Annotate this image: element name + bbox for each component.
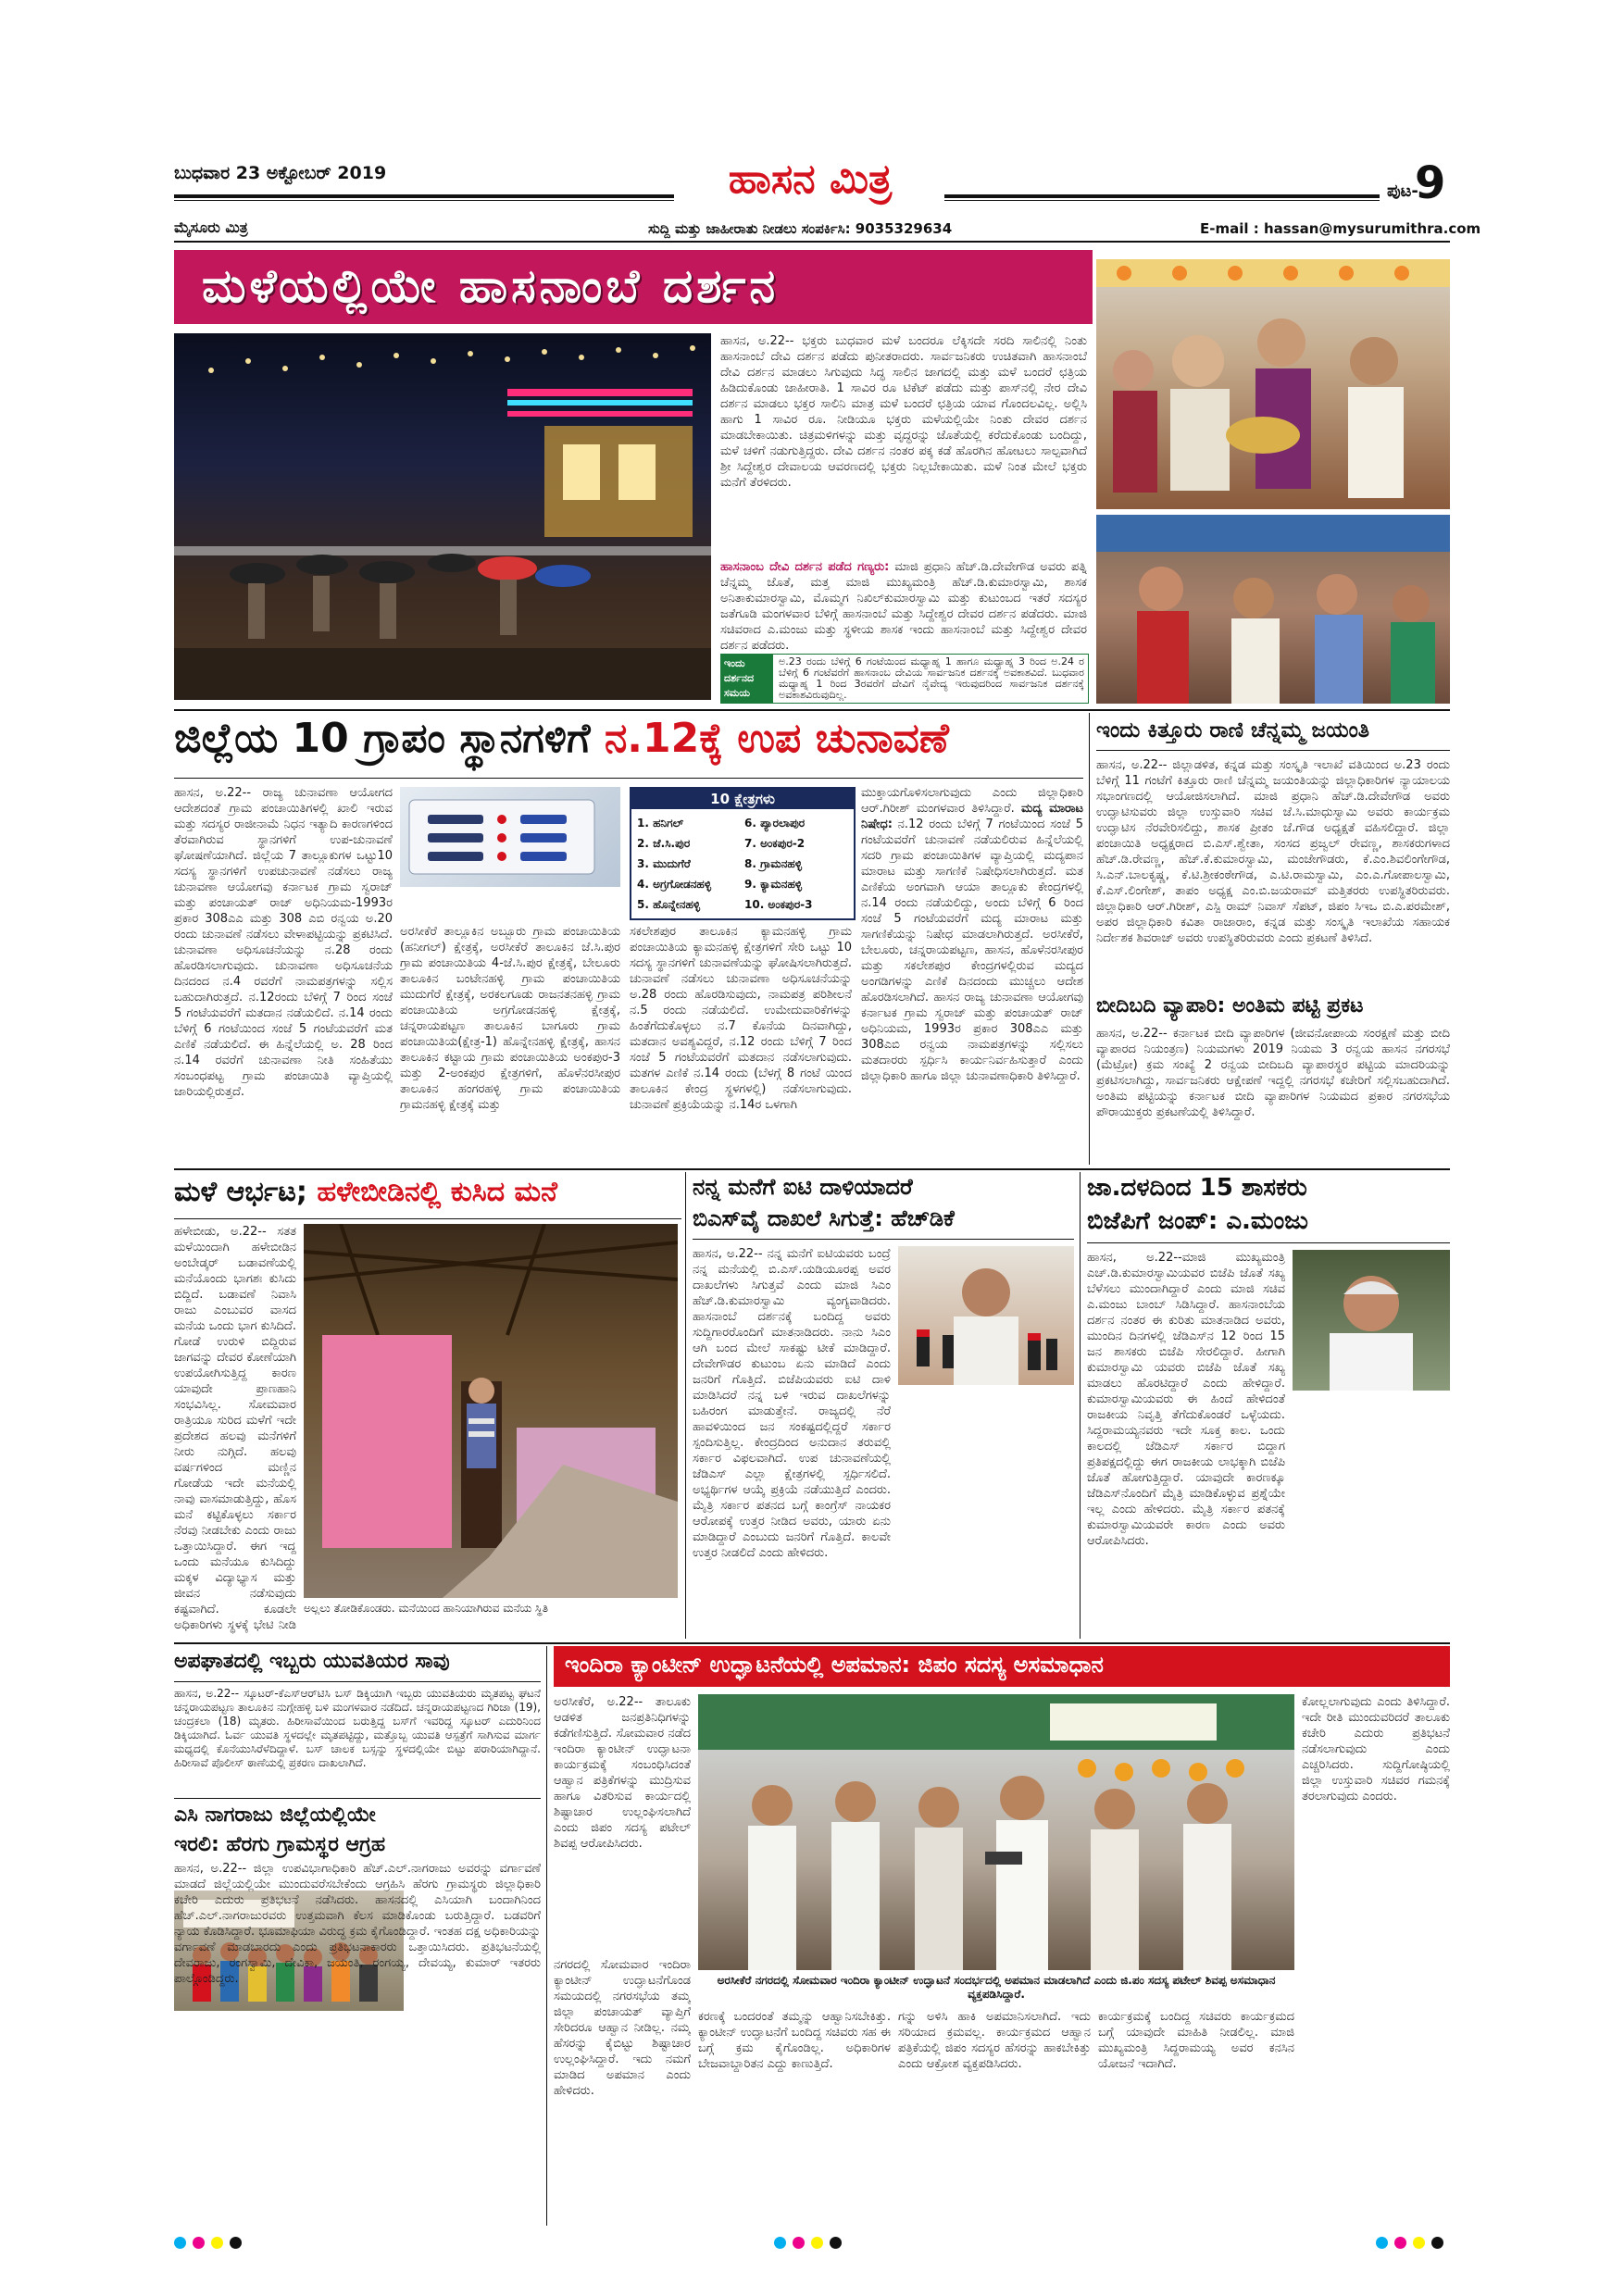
manju-headline-line-1: ಜಾ.ದಳದಿಂದ 15 ಶಾಸಕರು <box>1087 1174 1307 1202</box>
manju-photo <box>1293 1250 1450 1391</box>
canteen-photo <box>698 1694 1294 1970</box>
constituency-list-right <box>744 813 850 915</box>
hdk-headline-line-1: ನನ್ನ ಮನೆಗೆ ಐಟಿ ದಾಳಿಯಾದರೆ <box>693 1174 913 1200</box>
rain-body: ಹಳೇಬೀಡು, ಅ.22-- ಸತತ ಮಳೆಯಿಂದಾಗಿ ಹಳೇಬೀಡಿನ ಅಂಬೇಡ್ಕರ್ ಬಡಾವಣೆಯಲ್ಲಿ ಮನೆಯೊಂದು ಭಾಗಶಃ ಕುಸಿದು ಬಿದ್ದಿದೆ. ಬಡಾವಣೆ ನಿವಾಸಿ ರಾಜು ಎಂಬುವರ ವಾಸದ ಮನೆಯ ಒಂದು ಭಾಗ ಕುಸಿದಿದೆ. ಗೋಡೆ ಉರುಳಿ ಬಿದ್ದಿರುವ ಜಾಗವನ್ನು ದೇವರ ಕೋಣೆಯಾಗಿ ಉಪಯೋಗಿಸುತ್ತಿದ್ದ ಕಾರಣ ಯಾವುದೇ ಪ್ರಾಣಹಾನಿ ಸಂಭವಿಸಿಲ್ಲ. ಸೋಮವಾರ ರಾತ್ರಿಯೂ ಸುರಿದ ಮಳೆಗೆ ಇದೇ ಪ್ರದೇಶದ ಹಲವು ಮನೆಗಳಿಗೆ ನೀರು ನುಗ್ಗಿದೆ. ಹಲವು ವರ್ಷಗಳಿಂದ ಮಣ್ಣಿನ ಗೋಡೆಯ ಇದೇ ಮನೆಯಲ್ಲಿ ನಾವು ವಾಸಮಾಡುತ್ತಿದ್ದು, ಹೊಸ ಮನೆ ಕಟ್ಟಿಕೊಳ್ಳಲು ಸರ್ಕಾರ ನೆರವು ನೀಡಬೇಕು ಎಂದು ರಾಜು ಒತ್ತಾಯಿಸಿದ್ದಾರೆ. ಈಗ ಇದ್ದ ಒಂದು ಮನೆಯೂ ಕುಸಿದಿದ್ದು ಮಕ್ಕಳ ವಿದ್ಯಾಭ್ಯಾಸ ಮತ್ತು ಜೀವನ ನಡೆಸುವುದು ಕಷ್ಟವಾಗಿದೆ. ಕೂಡಲೇ ಅಧಿಕಾರಿಗಳು ಸ್ಥಳಕ್ಕೆ ಭೇಟಿ ನೀಡಿ <box>174 1225 296 1632</box>
registration-marks-right <box>1376 2237 1450 2252</box>
hdk-headline-line-2: ಬಿಎಸ್‌ವೈ ದಾಖಲೆ ಸಿಗುತ್ತೆ: ಹೆಚ್‌ಡಿಕೆ <box>693 1205 955 1231</box>
canteen-col-2: ನಗರದಲ್ಲಿ ಸೋಮವಾರ ಇಂದಿರಾ ಕ್ಯಾಂಟೀನ್ ಉದ್ಘಾಟನೆಗೊಂಡ ಸಮಯದಲ್ಲಿ ನಗರಸಭೆಯ ತಮ್ಮ ಜಿಲ್ಲಾ ಪಂಚಾಯತ್ ವ್ಯಾಪ್ತಿಗೆ ಸೇರಿದರೂ ಆಹ್ವಾನ ನೀಡಿಲ್ಲ. ನಮ್ಮ ಹೆಸರನ್ನು ಕೈಬಿಟ್ಟು ಶಿಷ್ಟಾಚಾರ ಉಲ್ಲಂಘಿಸಿದ್ದಾರೆ. ಇದು ನಮಗೆ ಮಾಡಿದ ಅಪಮಾನ ಎಂದು ಹೇಳಿದರು. <box>554 1958 691 2098</box>
collapsed-house-graphic <box>304 1224 678 1598</box>
darshan-timing-box <box>720 654 1089 704</box>
contact-line: ಸುದ್ದಿ ಮತ್ತು ಜಾಹೀರಾತು ನೀಡಲು ಸಂಪರ್ಕಿಸಿ: 9035329634 <box>648 220 953 237</box>
canteen-col-6: ಕೋಲ್ಲಲಾಗುವುದು ಎಂದು ತಿಳಿಸಿದ್ದಾರೆ. ಇದೇ ರೀತಿ ಮುಂದುವರಿದರೆ ತಾಲೂಕು ಕಚೇರಿ ಎದುರು ಪ್ರತಿಭಟನೆ ನಡೆಸಲಾಗುವುದು ಎಂದು ಎಚ್ಚರಿಸಿದರು. ಸುದ್ದಿಗೋಷ್ಠಿಯಲ್ಲಿ ಜಿಲ್ಲಾ ಉಸ್ತುವಾರಿ ಸಚಿವರ ಗಮನಕ್ಕೆ ತರಲಾಗುವುದು ಎಂದರು. <box>1302 1695 1450 1803</box>
timing-box-text: ಅ.23 ರಂದು ಬೆಳಿಗ್ಗೆ 6 ಗಂಟೆಯಿಂದ ಮಧ್ಯಾಹ್ನ 1 ಹಾಗೂ ಮಧ್ಯಾಹ್ನ 3 ರಿಂದ ಅ.24 ರ ಬೆಳಿಗ್ಗೆ 6 ಗಂಟೆವರೆಗೆ ಹಾಸನಾಂಬ ದೇವಿಯ ಸಾರ್ವಜನಿಕ ದರ್ಶನಕ್ಕೆ ಅವಕಾಶವಿದೆ. ಬುಧವಾರ ಮಧ್ಯಾಹ್ನ 1 ರಿಂದ 3ರವರೆಗೆ ದೇವಿಗೆ ನೈವೇದ್ಯ ಇರುವುದರಿಂದ ಸಾರ್ವಜನಿಕ ದರ್ಶನಕ್ಕೆ ಅವಕಾಶವಿರುವುದಿಲ್ಲ. <box>779 656 1084 701</box>
edition-label: ಮೈಸೂರು ಮಿತ್ರ <box>174 218 248 236</box>
rain-headline-black: ಮಳೆ ಆರ್ಭಟ; <box>174 1176 307 1208</box>
vendors-headline: ಬೀದಿಬದಿ ವ್ಯಾಪಾರಿ: ಅಂತಿಮ ಪಟ್ಟಿ ಪ್ರಕಟ <box>1096 994 1364 1017</box>
masthead <box>0 0 1624 241</box>
kittur-body: ಹಾಸನ, ಅ.22-- ಜಿಲ್ಲಾಡಳಿತ, ಕನ್ನಡ ಮತ್ತು ಸಂಸ್ಕೃತಿ ಇಲಾಖೆ ವತಿಯಿಂದ ಅ.23 ರಂದು ಬೆಳಿಗ್ಗೆ 11 ಗಂಟೆಗೆ ಕಿತ್ತೂರು ರಾಣಿ ಚೆನ್ನಮ್ಮ ಜಯಂತಿಯನ್ನು ಜಿಲ್ಲಾಧಿಕಾರಿಗಳ ನ್ಯಾಯಾಲಯ ಸಭಾಂಗಣದಲ್ಲಿ ಆಯೋಜಿಸಲಾಗಿದೆ. ಮಾಜಿ ಪ್ರಧಾನಿ ಹೆಚ್.ಡಿ.ದೇವೇಗೌಡ ಅವರು ಉದ್ಘಾಟಿಸುವರು ಜಿಲ್ಲಾ ಉಸ್ತುವಾರಿ ಸಚಿವ ಜೆ.ಸಿ.ಮಾಧುಸ್ವಾಮಿ ಅವರು ಕಾರ್ಯಕ್ರಮ ಉದ್ಘಾಟಿಸ ನೆರವೇರಿಸಲಿದ್ದು, ಶಾಸಕ ಪ್ರೀತಂ ಜೆ.ಗೌಡ ಅಧ್ಯಕ್ಷತೆ ವಹಿಸಲಿದ್ದಾರೆ. ಜಿಲ್ಲಾ ಪಂಚಾಯಿತಿ ಅಧ್ಯಕ್ಷರಾದ ಬಿ.ಎಸ್.ಶ್ವೇತಾ, ಸಂಸದ ಪ್ರಜ್ವಲ್ ರೇವಣ್ಣ, ಶಾಸಕರುಗಳಾದ ಹೆಚ್.ಡಿ.ರೇವಣ್ಣ, ಹೆಚ್.ಕೆ.ಕುಮಾರಸ್ವಾಮಿ, ಮಂಜೇಗೌಡರು, ಕೆ.ಎಂ.ಶಿವಲಿಂಗೇಗೌಡ, ಸಿ.ಎನ್.ಬಾಲಕೃಷ್ಣ, ಕೆ.ಟಿ.ಶ್ರೀಕಂಠೇಗೌಡ, ಎ.ಟಿ.ರಾಮಸ್ವಾಮಿ, ಎಂ.ಎ.ಗೋಪಾಲಸ್ವಾಮಿ, ಕೆ.ಎಸ್.ಲಿಂಗೇಶ್, ತಾಪಂ ಅಧ್ಯಕ್ಷ ಎಂ.ಬಿ.ಜಯರಾಮ್ ಮತ್ತಿತರರು ಉಪಸ್ಥಿತರಿರುವರು. ಜಿಲ್ಲಾಧಿಕಾರಿ ಆರ್.ಗಿರೀಶ್, ಎಸ್ಪಿ ರಾಮ್ ನಿವಾಸ್ ಸೆಪಟ್, ಜಿಪಂ ಸಿಇಒ ಬಿ.ಎ.ಪರಮೇಶ್, ಅಪರ ಜಿಲ್ಲಾಧಿಕಾರಿ ಕವಿತಾ ರಾಜಾರಾಂ, ಕನ್ನಡ ಮತ್ತು ಸಂಸ್ಕೃತಿ ಇಲಾಖೆಯ ಸಹಾಯಕ ನಿರ್ದೇಶಕ ಶಿವರಾಜ್ ಅವರು ಉಪಸ್ಥಿತರಿರುವರು ಎಂದು ಪ್ರಕಟಣೆ ತಿಳಿಸಿದೆ. <box>1096 758 1450 945</box>
constituency-item: 5. ಹೊನ್ನೇನಹಳ್ಳಿ <box>637 898 701 911</box>
collapsed-house-photo <box>304 1224 678 1598</box>
canteen-headline-banner <box>554 1646 1450 1687</box>
election-col-4-intro: ಮುಕ್ತಾಯಗೊಳಿಸಲಾಗುವುದು ಎಂದು ಜಿಲ್ಲಾಧಿಕಾರಿ ಆರ್.ಗಿರೀಶ್ ಮಂಗಳವಾರ ತಿಳಿಸಿದ್ದಾರೆ. <box>861 786 1083 816</box>
temple-illumination-graphic <box>174 333 711 700</box>
canteen-story <box>554 1646 1450 2226</box>
dignitaries-graphic <box>1096 259 1450 509</box>
election-col-4-rest: ನ.12 ರಂದು ಬೆಳಿಗ್ಗೆ 7 ಗಂಟೆಯಿಂದ ಸಂಜೆ 5 ಗಂಟೆಯವರೆಗೆ ಚುನಾವಣೆ ನಡೆಯಲಿರುವ ಹಿನ್ನೆಲೆಯಲ್ಲಿ ಸದರಿ ಗ್ರಾಮ ಪಂಚಾಯಿತಿಗಳ ವ್ಯಾಪ್ತಿಯಲ್ಲಿ ಮದ್ಯಪಾನ ಮಾರಾಟ ಮತ್ತು ಸಾಗಣಿಕೆ ನಿಷೇಧಿಸಲಾಗಿರುತ್ತದೆ. ಮತ ಎಣಿಕೆಯ ಅಂಗವಾಗಿ ಆಯಾ ತಾಲ್ಲೂಕು ಕೇಂದ್ರಗಳಲ್ಲಿ ನ.14 ರಂದು ನಡೆಯಲಿದ್ದು, ಅಂದು ಬೆಳಿಗ್ಗೆ 6 ರಿಂದ ಸಂಜೆ 5 ಗಂಟೆಯವರೆಗೆ ಮದ್ಯ ಮಾರಾಟ ಮತ್ತು ಸಾಗಣಿಕೆಯನ್ನು ನಿಷೇಧ ಮಾಡಲಾಗಿರುತ್ತದೆ. ಅರಸೀಕೆರೆ, ಬೇಲೂರು, ಚನ್ನರಾಯಪಟ್ಟಣ, ಹಾಸನ, ಹೊಳೆನರಸೀಪುರ ಮತ್ತು ಸಕಲೇಶಪುರ ಕೇಂದ್ರಗಳಲ್ಲಿರುವ ಮದ್ಯದ ಅಂಗಡಿಗಳನ್ನು ಎಣಿಕೆ ದಿನದಂದು ಮುಚ್ಚಲು ಆದೇಶ ಹೊರಡಿಸಲಾಗಿದೆ. ಹಾಸನ ರಾಜ್ಯ ಚುನಾವಣಾ ಆಯೋಗವು ಕರ್ನಾಟಕ ಗ್ರಾಮ ಸ್ವರಾಜ್ ಮತ್ತು ಪಂಚಾಯತ್ ರಾಜ್ ಅಧಿನಿಯಮ, 1993ರ ಪ್ರಕಾರ 308ಎಎ ಮತ್ತು 308ಎಬಿ ರನ್ವಯ ನಾಮಪತ್ರಗಳನ್ನು ಸಲ್ಲಿಸಲು ಮತದಾರರು ಸ್ಪರ್ಧಿಸಿ ಕಾರ್ಯನಿರ್ವಹಿಸುತ್ತಾರೆ ಎಂದು ಜಿಲ್ಲಾಧಿಕಾರಿ ಹಾಗೂ ಜಿಲ್ಲಾ ಚುನಾವಣಾಧಿಕಾರಿ ತಿಳಿಸಿದ್ದಾರೆ. <box>861 817 1083 1083</box>
election-headline-red: ನ.12ಕ್ಕೆ ಉಪ ಚುನಾವಣೆ <box>604 715 949 762</box>
timing-box-label: ಇಂದು ದರ್ಶನದ ಸಮಯ <box>721 655 773 703</box>
lead-body: ಹಾಸನ, ಅ.22-- ಭಕ್ತರು ಬುಧವಾರ ಮಳೆ ಬಂದರೂ ಲೆಕ್ಕಿಸದೇ ಸರದಿ ಸಾಲಿನಲ್ಲಿ ನಿಂತು ಹಾಸನಾಂಬೆ ದೇವಿ ದರ್ಶನ ಪಡೆದು ಪುನೀತರಾದರು. ಸಾರ್ವಜನಿಕರು ಉಚಿತವಾಗಿ ಹಾಸನಾಂಬೆ ದೇವಿ ದರ್ಶನ ಮಾಡಲು ಸಿಗುವುದು ಸಿದ್ಧ ಸಾಲಿನ ಜಾಗದಲ್ಲಿ ಮತ್ತು ಮಳೆ ಬಂದರೆ ಛತ್ರಿಯ ಹಿಡಿದುಕೊಂಡು ಜಾಹೀರಾತಿ. 1 ಸಾವಿರ ರೂ ಟಿಕೆಟ್ ಪಡೆದು ಮತ್ತು ಪಾಸ್‌ನಲ್ಲಿ ನೇರ ದೇವಿ ದರ್ಶನ ಮಾಡಲು ಭಕ್ತರ ಸಾಲಿನಿ ಮಾತ್ರ ಮಳೆ ಬಂದರೆ ಛತ್ರಿಯ ಯಾವ ಗೊಂದಲವಿಲ್ಲ. ಅಲ್ಲಿಸಿ ಹಾಗು 1 ಸಾವಿರ ರೂ. ನೀಡಿಯೂ ಭಕ್ತರು ಮಳೆಯಲ್ಲಿಯೇ ನಿಂತು ದೇವರ ದರ್ಶನ ಮಾಡಬೇಕಾಯಿತು. ಚಿತ್ರಮಳಿಗಳನ್ನು ಮತ್ತು ವೃದ್ಧರನ್ನು ಜೊತೆಯಲ್ಲಿ ಕರೆದುಕೊಂಡು ಬಂದಿದ್ದು, ಮಳೆ ಚಳಿಗೆ ನಡುಗುತ್ತಿದ್ದರು. ದೇವಿ ದರ್ಶನ ನಂತರ ಪಕ್ಕ ಕಡೆ ಹೊರಗಿನ ಹೋಟಲು ಸಾಲ್ಪವಾಗಿದೆ ಶ್ರೀ ಸಿದ್ದೇಶ್ವರ ದೇವಾಲಯ ಆವರಣದಲ್ಲಿ ಭಕ್ತರು ನಿಲ್ಲಬೇಕಾಯಿತು. ಮಳೆ ನಿಂತ ಮೇಲೆ ಭಕ್ತರು ಮನೆಗೆ ತೆರಳಿದರು. <box>720 334 1087 490</box>
lead-headline-banner <box>174 250 1093 324</box>
temple-visitors-graphic <box>1096 515 1450 704</box>
lead-sub-body <box>720 559 1087 652</box>
manju-portrait-graphic <box>1293 1250 1450 1391</box>
election-headline <box>174 715 949 762</box>
constituency-list-left <box>637 813 739 915</box>
rain-headline-red: ಹಳೇಬೀಡಿನಲ್ಲಿ ಕುಸಿದ ಮನೆ <box>317 1176 557 1208</box>
page-label: ಪುಟ- <box>1387 181 1418 201</box>
rain-story <box>174 1172 681 1639</box>
constituency-item: 8. ಗ್ರಾಮನಹಳ್ಳಿ <box>744 857 803 870</box>
constituency-item: 3. ಮುದುಗೆರೆ <box>637 857 691 870</box>
nagaraju-body: ಹಾಸನ, ಅ.22-- ಜಿಲ್ಲಾ ಉಪವಿಭಾಗಾಧಿಕಾರಿ ಹೆಚ್.ಎಲ್.ನಾಗರಾಜು ಅವರನ್ನು ವರ್ಗಾವಣೆ ಮಾಡದೆ ಜಿಲ್ಲೆಯಲ್ಲಿಯೇ ಮುಂದುವರೆಸಬೇಕೆಂದು ಆಗ್ರಹಿಸಿ ಹೆರಗು ಗ್ರಾಮಸ್ಥರು ಜಿಲ್ಲಾಧಿಕಾರಿ ಕಚೇರಿ ಎದುರು ಪ್ರತಿಭಟನೆ ನಡೆಸಿದರು. ಹಾಸನದಲ್ಲಿ ಎಸಿಯಾಗಿ ಬಂದಾಗಿನಿಂದ ಹೆಚ್.ಎಲ್.ನಾಗರಾಜುರವರು ಉತ್ತಮವಾಗಿ ಕೆಲಸ ಮಾಡಿಕೊಂಡು ಬರುತ್ತಿದ್ದಾರೆ. ಬಡವರಿಗೆ ನ್ಯಾಯ ಕೊಡಿಸಿದ್ದಾರೆ. ಭೂಮಾಫಿಯಾ ವಿರುದ್ಧ ಕ್ರಮ ಕೈಗೊಂಡಿದ್ದಾರೆ. ಇಂತಹ ದಕ್ಷ ಅಧಿಕಾರಿಯನ್ನು ವರ್ಗಾವಣೆ ಮಾಡಬಾರದು ಎಂದು ಪ್ರತಿಭಟನಾಕಾರರು ಒತ್ತಾಯಿಸಿದರು. ಪ್ರತಿಭಟನೆಯಲ್ಲಿ ದೇವರಾಜು, ರಂಗಸ್ವಾಮಿ, ದೇವಿಕಾ, ಜಯಂತಿ, ರಂಗಯ್ಯ, ದೇವಯ್ಯ, ಕುಮಾರ್ ಇತರರು ಪಾಲ್ಗೊಂಡಿದ್ದರು. <box>174 1862 541 1986</box>
evm-graphic <box>400 787 620 887</box>
registration-marks-left <box>174 2237 248 2252</box>
election-col-2: ಅರಸೀಕೆರೆ ತಾಲ್ಲೂಕಿನ ಅಬ್ಬೂರು ಗ್ರಾಮ ಪಂಚಾಯಿತಿಯ (ಹನೀಗಲ್) ಕ್ಷೇತ್ರಕ್ಕೆ, ಅರಸೀಕೆರೆ ತಾಲೂಕಿನ ಜೆ.ಸಿ.ಪುರ ಗ್ರಾಮ ಪಂಚಾಯಿತಿಯ 4-ಜೆ.ಸಿ.ಪುರ ಕ್ಷೇತ್ರಕ್ಕೆ, ಬೇಲೂರು ತಾಲೂಕಿನ ಬಂಟೇನಹಳ್ಳಿ ಗ್ರಾಮ ಪಂಚಾಯಿತಿಯ ಮುದುಗೆರೆ ಕ್ಷೇತ್ರಕ್ಕೆ, ಅರಕಲಗೂಡು ರಾಜನತನಹಳ್ಳಿ ಗ್ರಾಮ ಪಂಚಾಯಿತಿಯ ಅಗ್ರಗೋಡನಹಳ್ಳಿ ಕ್ಷೇತ್ರಕ್ಕೆ, ಚನ್ನರಾಯಪಟ್ಟಣ ತಾಲೂಕಿನ ಬಾಗೂರು ಗ್ರಾಮ ಪಂಚಾಯಿತಿಯ(ಕ್ಷೇತ್ರ-1) ಹೊನ್ನೇನಹಳ್ಳಿ ಕ್ಷೇತ್ರಕ್ಕೆ, ಹಾಸನ ತಾಲೂಕಿನ ಕಟ್ಟಾಯ ಗ್ರಾಮ ಪಂಚಾಯಿತಿಯ ಅಂಕಪುರ-3 ಮತ್ತು 2-ಅಂಕಪುರ ಕ್ಷೇತ್ರಗಳಿಗೆ, ಹೊಳೆನರಸೀಪುರ ತಾಲೂಕಿನ ಹಂಗರಹಳ್ಳಿ ಗ್ರಾಮ ಪಂಚಾಯಿತಿಯ ಗ್ರಾಮನಹಳ್ಳಿ ಕ್ಷೇತ್ರಕ್ಕೆ ಮತ್ತು <box>400 925 620 1112</box>
constituency-item: 2. ಜೆ.ಸಿ.ಪುರ <box>637 837 691 850</box>
canteen-photo-caption: ಅರಸೀಕೆರೆ ನಗರದಲ್ಲಿ ಸೋಮವಾರ ಇಂದಿರಾ ಕ್ಯಾಂಟೀನ್ ಉದ್ಘಾಟನೆ ಸಂದರ್ಭದಲ್ಲಿ ಅಪಮಾನ ಮಾಡಲಾಗಿದೆ ಎಂದು ಜಿ.ಪಂ ಸದಸ್ಯ ಪಟೇಲ್ ಶಿವಪ್ಪ ಅಸಮಾಧಾನ ವ್ಯಕ್ತಪಡಿಸಿದ್ದಾರೆ. <box>717 1974 1276 2001</box>
canteen-headline: ಇಂದಿರಾ ಕ್ಯಾಂಟೀನ್ ಉದ್ಘಾಟನೆಯಲ್ಲಿ ಅಪಮಾನ: ಜಿಪಂ ಸದಸ್ಯ ಅಸಮಾಧಾನ <box>565 1652 1104 1678</box>
liquor-ban-lead: ಮದ್ಯ ಮಾರಾಟ ನಿಷೇಧ: <box>861 802 1083 831</box>
canteen-inauguration-graphic <box>698 1694 1294 1970</box>
rain-photo-caption: ಅಲ್ಲಲು ತೋಡಿಕೊಂಡರು. ಮನೆಯಿಂದ ಹಾನಿಯಾಗಿರುವ ಮನೆಯ ಸ್ಥಿತಿ <box>304 1602 549 1615</box>
election-col-1: ಹಾಸನ, ಅ.22-- ರಾಜ್ಯ ಚುನಾವಣಾ ಆಯೋಗದ ಆದೇಶದಂತೆ ಗ್ರಾಮ ಪಂಚಾಯಿತಿಗಳಲ್ಲಿ ಖಾಲಿ ಇರುವ ಮತ್ತು ಸದಸ್ಯರ ರಾಜೀನಾಮೆ ನಿಧನ ಇತ್ಯಾದಿ ಕಾರಣಗಳಿಂದ ತೆರವಾಗಿರುವ ಸ್ಥಾನಗಳಿಗೆ ಉಪ-ಚುನಾವಣೆ ಘೋಷಣೆಯಾಗಿದೆ. ಜಿಲ್ಲೆಯ 7 ತಾಲ್ಲೂಕುಗಳ ಒಟ್ಟು10 ಸದಸ್ಯ ಸ್ಥಾನಗಳಿಗೆ ಉಪಚುನಾವಣೆ ನಡೆಸಲು ರಾಜ್ಯ ಚುನಾವಣಾ ಆಯೋಗವು ಕರ್ನಾಟಕ ಗ್ರಾಮ ಸ್ವರಾಜ್ ಮತ್ತು ಪಂಚಾಯತ್ ರಾಜ್ ಅಧಿನಿಯಮ-1993ರ ಪ್ರಕಾರ 308ಎಎ ಮತ್ತು 308 ಎಬಿ ರನ್ವಯ ಅ.20 ರಂದು ಚುನಾವಣೆ ನಡೆಸಲು ವೇಳಾಪಟ್ಟಿಯನ್ನು ಪ್ರಕಟಿಸಿದೆ. ಚುನಾವಣಾ ಅಧಿಸೂಚನೆಯನ್ನು ನ.28 ರಂದು ಹೊರಡಿಸಲಾಗುವುದು. ಚುನಾವಣಾ ಅಧಿಸೂಚನೆಯ ದಿನದಂದ ನ.4 ರವರೆಗೆ ನಾಮಪತ್ರಗಳನ್ನು ಸಲ್ಲಿಸ ಬಹುದಾಗಿರುತ್ತದೆ. ನ.12ರಂದು ಬೆಳಿಗ್ಗೆ 7 ರಿಂದ ಸಂಜೆ 5 ಗಂಟೆಯವರೆಗೆ ಮತದಾನ ನಡೆಯಲಿದೆ. ನ.14 ರಂದು ಬೆಳಿಗ್ಗೆ 6 ಗಂಟೆಯಿಂದ ಸಂಜೆ 5 ಗಂಟೆಯವರೆಗೆ ಮತ ಎಣಿಕೆ ನಡೆಯಲಿದೆ. ಈ ಹಿನ್ನೆಲೆಯಲ್ಲಿ ಅ. 28 ರಿಂದ ನ.14 ರವರೆಗೆ ಚುನಾವಣಾ ನೀತಿ ಸಂಹಿತೆಯು ಸಂಬಂಧಪಟ್ಟ ಗ್ರಾಮ ಪಂಚಾಯಿತಿ ವ್ಯಾಪ್ತಿಯಲ್ಲಿ ಜಾರಿಯಲ್ಲಿರುತ್ತದೆ. <box>174 786 393 1099</box>
email-line: E-mail : hassan@mysurumithra.com <box>1200 220 1481 237</box>
constituency-item: 10. ಅಂಕಪುರ-3 <box>744 898 813 911</box>
kittur-headline: ಇಂದು ಕಿತ್ತೂರು ರಾಣಿ ಚೆನ್ನಮ್ಮ ಜಯಂತಿ <box>1096 718 1369 742</box>
lead-sub-text: ಮಾಜಿ ಪ್ರಧಾನಿ ಹೆಚ್.ಡಿ.ದೇವೇಗೌಡ ಅವರು ಪತ್ನಿ ಚೆನ್ನಮ್ಮ ಜೊತೆ, ಮತ್ತ ಮಾಜಿ ಮುಖ್ಯಮಂತ್ರಿ ಹೆಚ್.ಡಿ.ಕುಮಾರಸ್ವಾಮಿ, ಶಾಸಕ ಅನಿತಾಕುಮಾರಸ್ವಾಮಿ, ಮೊಮ್ಮಗ ನಿಖಿಲ್‌ಕುಮಾರಸ್ವಾಮಿ ಮತ್ತು ಕುಟುಂಬದ ಇತರೆ ಸದಸ್ಯರ ಜತೆಗೂಡಿ ಮಂಗಳವಾರ ಬೆಳಿಗ್ಗೆ ಹಾಸನಾಂಬೆ ಮತ್ತು ಸಿದ್ದೇಶ್ವರ ದೇವರ ದರ್ಶನ ಪಡೆದರು. ಮಾಜಿ ಸಚಿವರಾದ ಎ.ಮಂಜು ಮತ್ತು ಸ್ಥಳೀಯ ಶಾಸಕ ಇಂದು ಹಾಸನಾಂಬೆ ಮತ್ತು ಸಿದ್ದೇಶ್ವರ ದೇವರ ದರ್ಶನ ಪಡೆದರು. <box>720 560 1087 652</box>
election-col-3: ಸಕಲೇಶಪುರ ತಾಲೂಕಿನ ಕ್ಯಾಮನಹಳ್ಳಿ ಗ್ರಾಮ ಪಂಚಾಯಿತಿಯ ಕ್ಯಾಮನಹಳ್ಳಿ ಕ್ಷೇತ್ರಗಳಿಗೆ ಸೇರಿ ಒಟ್ಟು 10 ಸದಸ್ಯ ಸ್ಥಾನಗಳಿಗೆ ಚುನಾವಣೆಯನ್ನು ಘೋಷಿಸಲಾಗಿರುತ್ತದೆ. ಚುನಾವಣೆ ನಡೆಸಲು ಚುನಾವಣಾ ಅಧಿಸೂಚನೆಯನ್ನು ಅ.28 ರಂದು ಹೊರಡಿಸುವುದು, ನಾಮಪತ್ರ ಪರಿಶೀಲನೆ ನ.5 ರಂದು ನಡೆಯಲಿದೆ. ಉಮೇದುವಾರಿಕೆಗಳನ್ನು ಹಿಂತೆಗೆದುಕೊಳ್ಳಲು ನ.7 ಕೊನೆಯ ದಿನವಾಗಿದ್ದು, ಮತದಾನ ಅವಶ್ಯವಿದ್ದರೆ, ನ.12 ರಂದು ಬೆಳಿಗ್ಗೆ 7 ರಿಂದ ಸಂಜೆ 5 ಗಂಟೆಯವರೆಗೆ ಮತದಾನ ನಡೆಸಲಾಗುವುದು. ಮತಗಳ ಎಣಿಕೆ ನ.14 ರಂದು (ಬೆಳಗ್ಗೆ 8 ಗಂಟೆ ಯಿಂದ ತಾಲೂಕಿನ ಕೇಂದ್ರ ಸ್ಥಳಗಳಲ್ಲಿ) ನಡೆಸಲಾಗುವುದು. ಚುನಾವಣೆ ಪ್ರಕ್ರಿಯೆಯನ್ನು ನ.14ರ ಒಳಗಾಗಿ <box>630 925 852 1112</box>
vendors-story <box>1096 994 1450 1165</box>
newspaper-title: ಹಾಸನ ಮಿತ್ರ <box>728 156 893 203</box>
evm-photo <box>400 787 620 887</box>
constituency-item: 9. ಕ್ಯಾಮನಹಳ್ಳಿ <box>744 878 803 891</box>
constituency-item: 4. ಅಗ್ರಗೋಡನಹಳ್ಳಿ <box>637 878 712 891</box>
registration-marks-center <box>774 2237 848 2252</box>
kittur-story <box>1096 713 1450 991</box>
manju-story <box>1087 1172 1450 1639</box>
lead-story <box>174 250 1093 704</box>
press-meet-graphic <box>898 1246 1074 1385</box>
vendors-body: ಹಾಸನ, ಅ.22-- ಕರ್ನಾಟಕ ಬೀದಿ ವ್ಯಾಪಾರಿಗಳ (ಜೀವನೋಪಾಯ ಸಂರಕ್ಷಣೆ ಮತ್ತು ಬೀದಿ ವ್ಯಾಪಾರದ ನಿಯಂತ್ರಣ) ನಿಯಮಗಳು 2019 ನಿಯಮ 3 ರನ್ವಯ ಹಾಸನ ನಗರಸಭೆ (ಮೆಟ್ರೋ) ಕ್ರಮ ಸಂಖ್ಯೆ 2 ರನ್ವಯ ಬೀದಿಬದಿ ವ್ಯಾಪಾರಸ್ಥರ ಪಟ್ಟಿಯ ಮಾದರಿಯನ್ನು ಪ್ರಕಟಿಸಲಾಗಿದ್ದು, ಸಾರ್ವಜನಿಕರು ಆಕ್ಷೇಪಣೆ ಇದ್ದಲ್ಲಿ ನಗರಸಭೆ ಕಚೇರಿಗೆ ಸಲ್ಲಿಸಬಹುದಾಗಿದೆ. ಅಂತಿಮ ಪಟ್ಟಿಯನ್ನು ಕರ್ನಾಟಕ ಬೀದಿ ವ್ಯಾಪಾರಿಗಳ ನಿಯಮದ ಪ್ರಕಾರ ನಗರಸಭೆಯ ಪೌರಾಯುಕ್ತರು ಪ್ರಕಟಣೆಯಲ್ಲಿ ತಿಳಿಸಿದ್ದಾರೆ. <box>1096 1027 1450 1119</box>
page-number: 9 <box>1415 157 1446 209</box>
lead-headline: ಮಳೆಯಲ್ಲಿಯೇ ಹಾಸನಾಂಬೆ ದರ್ಶನ <box>202 259 780 313</box>
hdk-body: ಹಾಸನ, ಅ.22-- ನನ್ನ ಮನೆಗೆ ಐಟಿಯವರು ಬಂದ್ರೆ ನನ್ನ ಮನೆಯಲ್ಲಿ ಬಿ.ಎಸ್.ಯಡಿಯೂರಪ್ಪ ಅವರ ದಾಖಲೆಗಳು ಸಿಗುತ್ತವೆ ಎಂದು ಮಾಜಿ ಸಿಎಂ ಹೆಚ್.ಡಿ.ಕುಮಾರಸ್ವಾಮಿ ವ್ಯಂಗ್ಯವಾಡಿದರು. ಹಾಸನಾಂಬೆ ದರ್ಶನಕ್ಕೆ ಬಂದಿದ್ದ ಅವರು ಸುದ್ದಿಗಾರರೊಂದಿಗೆ ಮಾತನಾಡಿದರು. ನಾನು ಸಿಎಂ ಆಗಿ ಬಂದ ಮೇಲೆ ಸಾಕಷ್ಟು ಟೀಕೆ ಮಾಡಿದ್ದಾರೆ. ದೇವೇಗೌಡರ ಕುಟುಂಬ ಏನು ಮಾಡಿದೆ ಎಂದು ಜನರಿಗೆ ಗೊತ್ತಿದೆ. ಬಿಜೆಪಿಯವರು ಐಟಿ ದಾಳಿ ಮಾಡಿಸಿದರೆ ನನ್ನ ಬಳಿ ಇರುವ ದಾಖಲೆಗಳನ್ನು ಬಹಿರಂಗ ಮಾಡುತ್ತೇನೆ. ರಾಜ್ಯದಲ್ಲಿ ನೆರೆ ಹಾವಳಿಯಿಂದ ಜನ ಸಂಕಷ್ಟದಲ್ಲಿದ್ದರೆ ಸರ್ಕಾರ ಸ್ಪಂದಿಸುತ್ತಿಲ್ಲ. ಕೇಂದ್ರದಿಂದ ಅನುದಾನ ತರುವಲ್ಲಿ ಸರ್ಕಾರ ವಿಫಲವಾಗಿದೆ. ಉಪ ಚುನಾವಣೆಯಲ್ಲಿ ಜೆಡಿಎಸ್ ಎಲ್ಲಾ ಕ್ಷೇತ್ರಗಳಲ್ಲಿ ಸ್ಪರ್ಧಿಸಲಿದೆ. ಅಭ್ಯರ್ಥಿಗಳ ಆಯ್ಕೆ ಪ್ರಕ್ರಿಯೆ ನಡೆಯುತ್ತಿದೆ ಎಂದರು. ಮೈತ್ರಿ ಸರ್ಕಾರ ಪತನದ ಬಗ್ಗೆ ಕಾಂಗ್ರೆಸ್ ನಾಯಕರ ಆರೋಪಕ್ಕೆ ಉತ್ತರ ನೀಡಿದ ಅವರು, ಯಾರು ಏನು ಮಾಡಿದ್ದಾರೆ ಎಂಬುದು ಜನರಿಗೆ ಗೊತ್ತಿದೆ. ಕಾಲವೇ ಉತ್ತರ ನೀಡಲಿದೆ ಎಂದು ಹೇಳಿದರು. <box>693 1247 891 1560</box>
kumaraswamy-press-photo <box>898 1246 1074 1385</box>
nagaraju-story <box>174 1802 541 2227</box>
constituency-box-title: 10 ಕ್ಷೇತ್ರಗಳು <box>631 789 854 809</box>
manju-headline-line-2: ಬಿಜೆಪಿಗೆ ಜಂಪ್: ಎ.ಮಂಜು <box>1087 1207 1308 1235</box>
devegowda-temple-photo <box>1096 259 1450 509</box>
lead-sub-lead: ಹಾಸನಾಂಬ ದೇವಿ ದರ್ಶನ ಪಡೆದ ಗಣ್ಯರು: <box>720 560 890 574</box>
temple-night-photo <box>174 333 711 700</box>
kumaraswamy-temple-photo <box>1096 515 1450 704</box>
election-col-4 <box>861 785 1083 1163</box>
constituency-item: 7. ಅಂಕಪುರ-2 <box>744 837 806 850</box>
issue-date: ಬುಧವಾರ 23 ಅಕ್ಟೋಬರ್ 2019 <box>174 163 387 183</box>
constituency-box <box>630 787 856 920</box>
election-headline-black: ಜಿಲ್ಲೆಯ 10 ಗ್ರಾಪಂ ಸ್ಥಾನಗಳಿಗೆ <box>174 715 591 762</box>
accident-headline: ಅಪಘಾತದಲ್ಲಿ ಇಬ್ಬರು ಯುವತಿಯರ ಸಾವು <box>174 1650 450 1673</box>
election-story <box>174 713 1083 1165</box>
accident-body: ಹಾಸನ, ಅ.22-- ಸ್ಕೂಟರ್-ಕೆಎಸ್‌ಆರ್‌ಟಿಸಿ ಬಸ್ ಡಿಕ್ಕಿಯಾಗಿ ಇಬ್ಬರು ಯುವತಿಯರು ಮೃತಪಟ್ಟ ಘಟನೆ ಚನ್ನರಾಯಪಟ್ಟಣ ತಾಲೂಕಿನ ನುಗ್ಗೇಹಳ್ಳಿ ಬಳಿ ಮಂಗಳವಾರ ನಡೆದಿದೆ. ಚನ್ನರಾಯಪಟ್ಟಣದ ಗಿರಿಜಾ (19), ಚಂದ್ರಕಲಾ (18) ಮೃತರು. ಹಿರೀಸಾವೆಯಿಂದ ಬರುತ್ತಿದ್ದ ಬಸ್‌ಗೆ ಇವರಿದ್ದ ಸ್ಕೂಟರ್ ಎದುರಿನಿಂದ ಡಿಕ್ಕಿಯಾಗಿದೆ. ಓರ್ವ ಯುವತಿ ಸ್ಥಳದಲ್ಲೇ ಮೃತಪಟ್ಟಿದ್ದು, ಮತ್ತೊಬ್ಬ ಯುವತಿ ಆಸ್ಪತ್ರೆಗೆ ಸಾಗಿಸುವ ಮಾರ್ಗ ಮಧ್ಯದಲ್ಲಿ ಕೊನೆಯುಸಿರೆಳೆದಿದ್ದಾಳೆ. ಬಸ್ ಚಾಲಕ ಬಸ್ಸನ್ನು ಸ್ಥಳದಲ್ಲಿಯೇ ಬಿಟ್ಟು ಪರಾರಿಯಾಗಿದ್ದಾನೆ. ಹಿರೀಸಾವೆ ಪೊಲೀಸ್ ಠಾಣೆಯಲ್ಲಿ ಪ್ರಕರಣ ದಾಖಲಾಗಿದೆ. <box>174 1687 541 1769</box>
accident-story <box>174 1646 541 1794</box>
canteen-col-1: ಅರಸೀಕೆರೆ, ಅ.22-- ತಾಲೂಕು ಆಡಳಿತ ಜನಪ್ರತಿನಿಧಿಗಳನ್ನು ಕಡೆಗಣಿಸುತ್ತಿದೆ. ಸೋಮವಾರ ನಡೆದ ಇಂದಿರಾ ಕ್ಯಾಂಟೀನ್ ಉದ್ಘಾಟನಾ ಕಾರ್ಯಕ್ರಮಕ್ಕೆ ಸಂಬಂಧಿಸಿದಂತೆ ಆಹ್ವಾನ ಪತ್ರಿಕೆಗಳನ್ನು ಮುದ್ರಿಸುವ ಹಾಗೂ ವಿತರಿಸುವ ಕಾರ್ಯದಲ್ಲಿ ಶಿಷ್ಟಾಚಾರ ಉಲ್ಲಂಘಿಸಲಾಗಿದೆ ಎಂದು ಜಿಪಂ ಸದಸ್ಯ ಪಟೇಲ್ ಶಿವಪ್ಪ ಆರೋಪಿಸಿದರು. <box>554 1695 691 1851</box>
constituency-item: 6. ಪ್ಯಾರಲಾಪುರ <box>744 817 806 830</box>
canteen-col-4: ಗನ್ನು ಅಳಿಸಿ ಹಾಕಿ ಅಪಮಾನಿಸಲಾಗಿದೆ. ಇದು ಸರಿಯಾದ ಕ್ರಮವಲ್ಲ. ಕಾರ್ಯಕ್ರಮದ ಆಹ್ವಾನ ಪತ್ರಿಕೆಯಲ್ಲಿ ಜಿಪಂ ಸದಸ್ಯರ ಹೆಸರನ್ನು ಹಾಕಬೇಕಿತ್ತು ಎಂದು ಆಕ್ರೋಶ ವ್ಯಕ್ತಪಡಿಸಿದರು. <box>898 2010 1091 2071</box>
canteen-col-3: ಕರಣಕ್ಕೆ ಬಂದರಂತೆ ತಮ್ಮನ್ನು ಆಹ್ವಾನಿಸಬೇಕಿತ್ತು. ಕ್ಯಾಂಟೀನ್ ಉದ್ಘಾಟನೆಗೆ ಬಂದಿದ್ದ ಸಚಿವರು ಸಹ ಈ ಬಗ್ಗೆ ಕ್ರಮ ಕೈಗೊಂಡಿಲ್ಲ. ಅಧಿಕಾರಿಗಳ ಬೇಜವಾಬ್ದಾರಿತನ ಎದ್ದು ಕಾಣುತ್ತಿದೆ. <box>698 2010 891 2071</box>
hdk-story <box>693 1172 1074 1639</box>
nagaraju-headline-line-1: ಎಸಿ ನಾಗರಾಜು ಜಿಲ್ಲೆಯಲ್ಲಿಯೇ <box>174 1803 376 1827</box>
constituency-item: 1. ಹನಿಗಲ್ <box>637 817 684 830</box>
canteen-col-5: ಕಾರ್ಯಕ್ರಮಕ್ಕೆ ಬಂದಿದ್ದ ಸಚಿವರು ಕಾರ್ಯಕ್ರಮದ ಬಗ್ಗೆ ಯಾವುದೇ ಮಾಹಿತಿ ನೀಡಲಿಲ್ಲ. ಮಾಜಿ ಮುಖ್ಯಮಂತ್ರಿ ಸಿದ್ದರಾಮಯ್ಯ ಅವರ ಕನಸಿನ ಯೋಜನೆ ಇದಾಗಿದೆ. <box>1098 2010 1294 2071</box>
manju-body: ಹಾಸನ, ಅ.22--ಮಾಜಿ ಮುಖ್ಯಮಂತ್ರಿ ಎಚ್.ಡಿ.ಕುಮಾರಸ್ವಾಮಿಯವರ ಬಿಜೆಪಿ ಜೊತೆ ಸಖ್ಯ ಬೆಳೆಸಲು ಮುಂದಾಗಿದ್ದಾರೆ ಎಂದು ಮಾಜಿ ಸಚಿವ ಎ.ಮಂಜು ಬಾಂಬ್ ಸಿಡಿಸಿದ್ದಾರೆ. ಹಾಸನಾಂಬೆಯ ದರ್ಶನ ನಂತರ ಈ ಕುರಿತು ಮಾತನಾಡಿದ ಅವರು, ಮುಂದಿನ ದಿನಗಳಲ್ಲಿ ಜೆಡಿಎಸ್‌ನ 12 ರಿಂದ 15 ಜನ ಶಾಸಕರು ಬಿಜೆಪಿ ಸೇರಲಿದ್ದಾರೆ. ಹೀಗಾಗಿ ಕುಮಾರಸ್ವಾಮಿ ಯವರು ಬಿಜೆಪಿ ಜೊತೆ ಸಖ್ಯ ಮಾಡಲು ಹೊರಟಿದ್ದಾರೆ ಎಂದು ಹೇಳಿದ್ದಾರೆ. ಕುಮಾರಸ್ವಾಮಿಯವರು ಈ ಹಿಂದೆ ಹೇಳಿದಂತೆ ರಾಜಕೀಯ ನಿವೃತ್ತಿ ತೆಗೆದುಕೊಂಡರೆ ಒಳ್ಳೆಯದು. ಸಿದ್ದರಾಮಯ್ಯನವರು ಇದೇ ಸೂಕ್ತ ಕಾಲ. ಒಂದು ಕಾಲದಲ್ಲಿ ಜೆಡಿಎಸ್ ಸರ್ಕಾರ ಬಿದ್ದಾಗ ಪ್ರತಿಪಕ್ಷದಲ್ಲಿದ್ದು ಈಗ ರಾಜಕೀಯ ಲಾಭಕ್ಕಾಗಿ ಬಿಜೆಪಿ ಜೊತೆ ಹೋಗುತ್ತಿದ್ದಾರೆ. ಯಾವುದೇ ಕಾರಣಕ್ಕೂ ಜೆಡಿಎಸ್‌ನೊಂದಿಗೆ ಮೈತ್ರಿ ಮಾಡಿಕೊಳ್ಳುವ ಪ್ರಶ್ನೆಯೇ ಇಲ್ಲ ಎಂದು ಹೇಳಿದರು. ಮೈತ್ರಿ ಸರ್ಕಾರ ಪತನಕ್ಕೆ ಕುಮಾರಸ್ವಾಮಿಯವರೇ ಕಾರಣ ಎಂದು ಅವರು ಆರೋಪಿಸಿದರು. <box>1087 1251 1285 1548</box>
rain-headline <box>174 1176 557 1208</box>
nagaraju-headline-line-2: ಇರಲಿ: ಹೆರಗು ಗ್ರಾಮಸ್ಥರ ಆಗ್ರಹ <box>174 1833 386 1856</box>
